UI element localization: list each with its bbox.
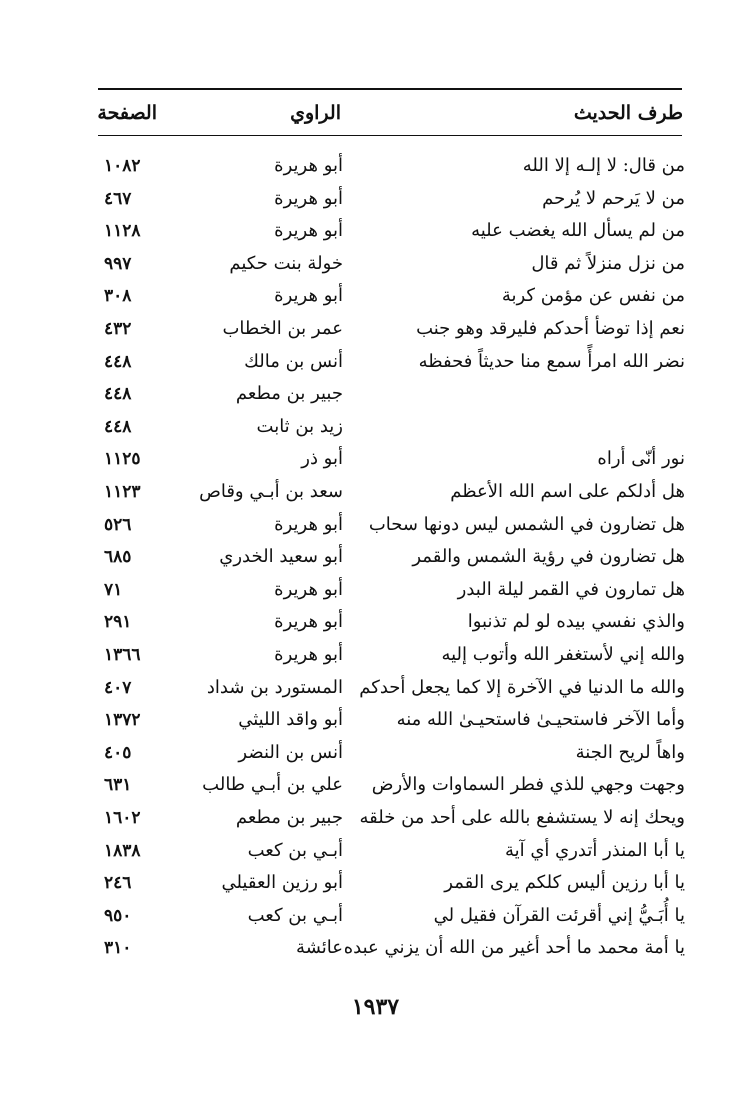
narrator-name: أبو هريرة xyxy=(274,220,343,241)
hadith-text: هل أدلكم على اسم الله الأعظم xyxy=(450,481,685,502)
page-reference: ٤٠٧ xyxy=(104,678,132,698)
page-reference: ٩٩٧ xyxy=(104,254,132,274)
narrator-name: أبو هريرة xyxy=(274,514,343,535)
narrator-name: أبو هريرة xyxy=(274,644,343,665)
narrator-name: عمر بن الخطاب xyxy=(222,318,343,339)
hadith-text: نضر الله امرأً سمع منا حديثاً فحفظه xyxy=(418,351,685,372)
table-row xyxy=(0,443,751,475)
table-row xyxy=(0,639,751,671)
hadith-text: يا أُبَـيُّ إني أقرئت القرآن فقيل لي xyxy=(433,905,685,926)
hadith-text: نور أنّى أراه xyxy=(597,448,685,469)
hadith-text: يا أمة محمد ما أحد أغير من الله أن يزني عبده xyxy=(343,937,685,958)
table-row xyxy=(0,606,751,638)
page-reference: ٥٢٦ xyxy=(104,515,132,535)
narrator-name: أبو ذر xyxy=(301,448,343,469)
hadith-text: من نزل منزلاً ثم قال xyxy=(531,253,685,274)
page-reference: ٦٣١ xyxy=(104,775,132,795)
page-reference: ١١٢٨ xyxy=(104,221,141,241)
hadith-text: والذي نفسي بيده لو لم تذنبوا xyxy=(467,611,685,632)
page-reference: ٩٥٠ xyxy=(104,906,132,926)
top-rule xyxy=(98,88,682,90)
table-row xyxy=(0,313,751,345)
narrator-name: عائشة xyxy=(296,937,343,958)
page-reference: ٣١٠ xyxy=(104,938,132,958)
hadith-text: وأما الآخر فاستحيـىٰ فاستحيـىٰ الله منه xyxy=(396,709,685,730)
hadith-text: وجهت وجهي للذي فطر السماوات والأرض xyxy=(371,774,685,795)
narrator-name: جبير بن مطعم xyxy=(235,383,343,404)
table-row xyxy=(0,476,751,508)
table-row xyxy=(0,248,751,280)
table-row xyxy=(0,183,751,215)
table-row xyxy=(0,280,751,312)
hadith-text: من لم يسأل الله يغضب عليه xyxy=(471,220,685,241)
narrator-name: أبو هريرة xyxy=(274,611,343,632)
page-reference: ٦٨٥ xyxy=(104,547,132,567)
table-row xyxy=(0,737,751,769)
narrator-name: أبو هريرة xyxy=(274,285,343,306)
page-reference: ٢٩١ xyxy=(104,612,132,632)
narrator-name: أبـي بن كعب xyxy=(247,905,343,926)
hadith-text: يا أبا المنذر أتدري أي آية xyxy=(504,840,685,861)
column-header-hadith: طرف الحديث xyxy=(573,102,683,124)
page-reference: ٤٣٢ xyxy=(104,319,132,339)
narrator-name: أبو سعيد الخدري xyxy=(219,546,343,567)
narrator-name: زيد بن ثابت xyxy=(256,416,343,437)
page-number: ١٩٣٧ xyxy=(351,994,400,1020)
narrator-name: أبو هريرة xyxy=(274,188,343,209)
table-row xyxy=(0,835,751,867)
page-reference: ١١٢٣ xyxy=(104,482,141,502)
page-reference: ٤٦٧ xyxy=(104,189,132,209)
hadith-text: واهاً لريح الجنة xyxy=(575,742,685,763)
page-reference: ٤٤٨ xyxy=(104,352,132,372)
narrator-name: أبو هريرة xyxy=(274,155,343,176)
page-reference: ٧١ xyxy=(104,580,123,600)
hadith-text: يا أبا رزين أليس كلكم يرى القمر xyxy=(444,872,685,893)
table-row xyxy=(0,378,751,410)
hadith-text: هل تضارون في رؤية الشمس والقمر xyxy=(412,546,685,567)
hadith-text: من لا يَرحم لا يُرحم xyxy=(542,188,685,209)
hadith-text: من نفس عن مؤمن كربة xyxy=(501,285,685,306)
page-reference: ١٨٣٨ xyxy=(104,841,141,861)
column-header-page: الصفحة xyxy=(97,102,157,124)
narrator-name: أنس بن مالك xyxy=(244,351,343,372)
page-reference: ٣٠٨ xyxy=(104,286,132,306)
table-row xyxy=(0,867,751,899)
table-row xyxy=(0,672,751,704)
table-row xyxy=(0,574,751,606)
narrator-name: أنس بن النضر xyxy=(238,742,343,763)
table-row xyxy=(0,509,751,541)
narrator-name: أبو هريرة xyxy=(274,579,343,600)
narrator-name: أبو رزين العقيلي xyxy=(221,872,343,893)
table-row xyxy=(0,541,751,573)
page-reference: ٤٠٥ xyxy=(104,743,132,763)
page-reference: ١٦٠٢ xyxy=(104,808,141,828)
narrator-name: علي بن أبـي طالب xyxy=(202,774,343,795)
hadith-text: نعم إذا توضأ أحدكم فليرقد وهو جنب xyxy=(416,318,685,339)
page-reference: ١٣٦٦ xyxy=(104,645,141,665)
table-row xyxy=(0,802,751,834)
column-header-narrator: الراوي xyxy=(290,102,341,124)
table-row xyxy=(0,932,751,964)
hadith-text: من قال: لا إلـه إلا الله xyxy=(522,155,685,176)
hadith-text: والله إني لأستغفر الله وأتوب إليه xyxy=(441,644,685,665)
narrator-name: سعد بن أبـي وقاص xyxy=(199,481,343,502)
hadith-text: والله ما الدنيا في الآخرة إلا كما يجعل أحدكم xyxy=(359,677,685,698)
table-row xyxy=(0,215,751,247)
narrator-name: أبو واقد الليثي xyxy=(238,709,343,730)
hadith-text: هل تضارون في الشمس ليس دونها سحاب xyxy=(368,514,685,535)
page-reference: ٢٤٦ xyxy=(104,873,132,893)
hadith-text: هل تمارون في القمر ليلة البدر xyxy=(457,579,685,600)
narrator-name: جبير بن مطعم xyxy=(235,807,343,828)
page-reference: ١٣٧٢ xyxy=(104,710,141,730)
table-row xyxy=(0,150,751,182)
table-row xyxy=(0,704,751,736)
page-reference: ٤٤٨ xyxy=(104,417,132,437)
hadith-text: ويحك إنه لا يستشفع بالله على أحد من خلقه xyxy=(359,807,685,828)
page-reference: ٤٤٨ xyxy=(104,384,132,404)
header-rule xyxy=(98,135,682,136)
narrator-name: المستورد بن شداد xyxy=(206,677,343,698)
page-reference: ١٠٨٢ xyxy=(104,156,141,176)
narrator-name: خولة بنت حكيم xyxy=(229,253,343,274)
table-row xyxy=(0,346,751,378)
narrator-name: أبـي بن كعب xyxy=(247,840,343,861)
page-reference: ١١٢٥ xyxy=(104,449,141,469)
table-row xyxy=(0,900,751,932)
table-row xyxy=(0,411,751,443)
table-row xyxy=(0,769,751,801)
